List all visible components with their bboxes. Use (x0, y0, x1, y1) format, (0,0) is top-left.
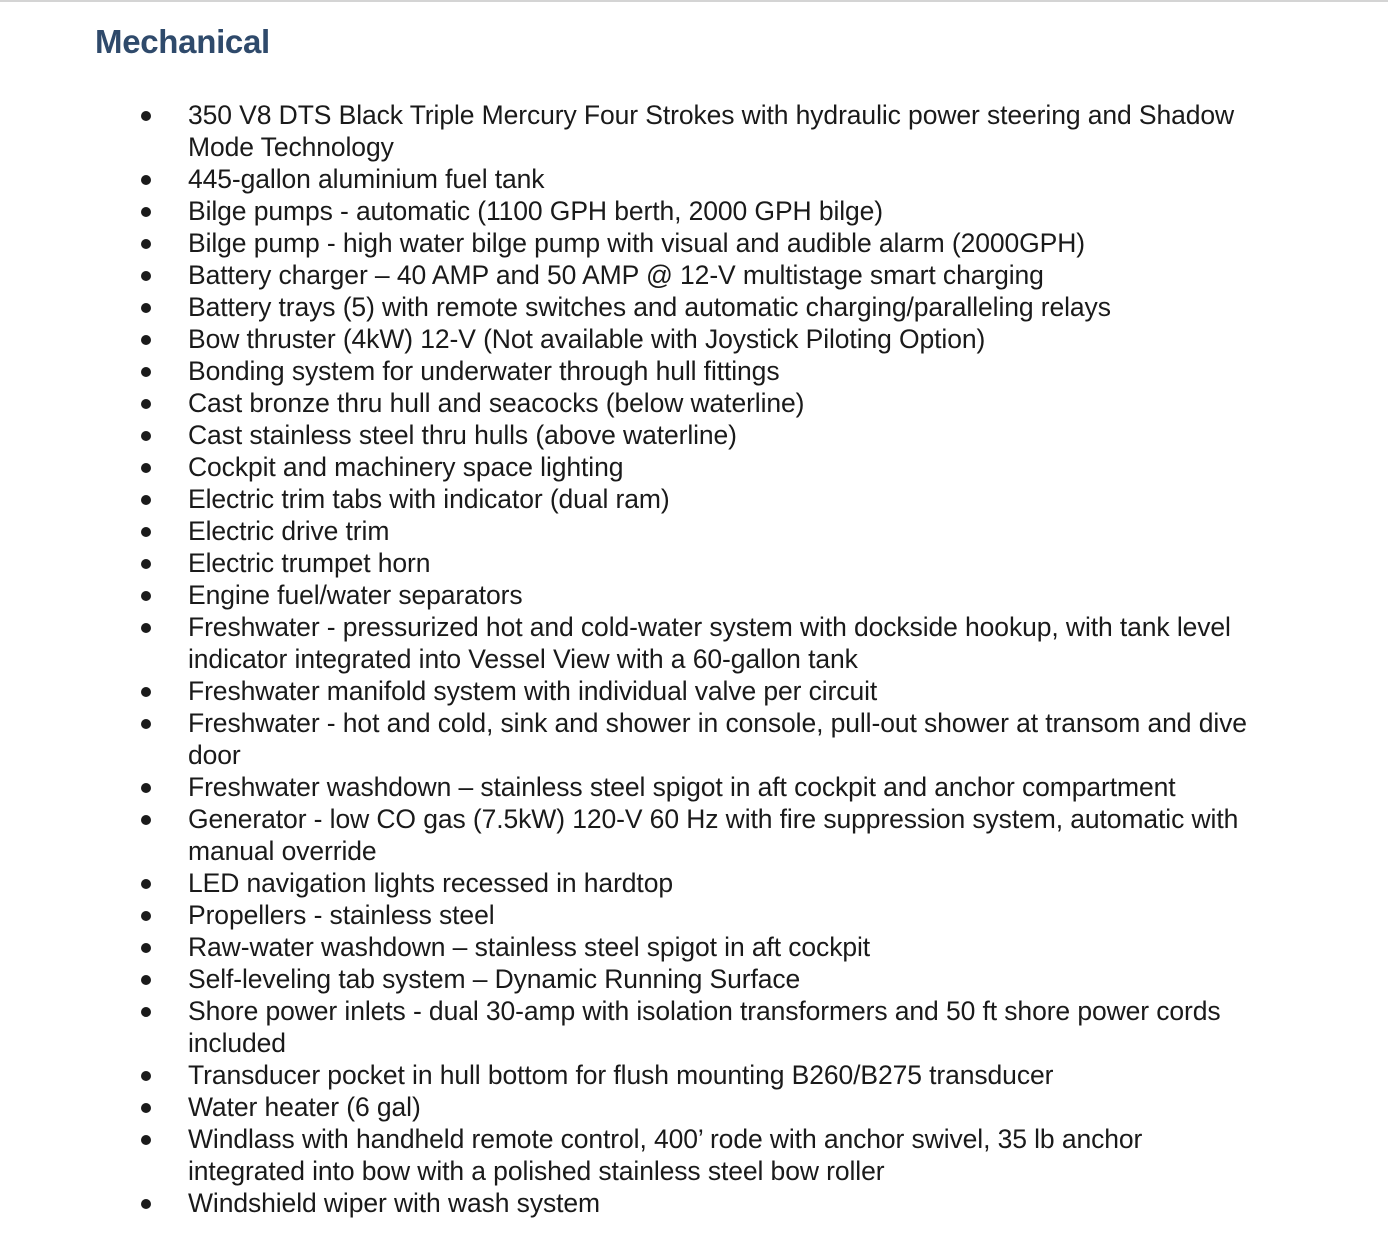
list-item-text: Cast bronze thru hull and seacocks (below waterline) (188, 388, 805, 418)
list-item-text: Cast stainless steel thru hulls (above waterline) (188, 420, 737, 450)
bullet-icon (141, 1135, 151, 1145)
list-item (0, 675, 1248, 707)
list-item-text: Water heater (6 gal) (188, 1092, 421, 1122)
bullet-icon (141, 527, 151, 537)
list-item (0, 355, 1248, 387)
list-item (0, 1123, 1248, 1187)
list-item-text: Bow thruster (4kW) 12-V (Not available with Joystick Piloting Option) (188, 324, 986, 354)
bullet-icon (141, 271, 151, 281)
list-item (0, 1059, 1248, 1091)
bullet-icon (141, 1199, 151, 1209)
list-item-text: Freshwater manifold system with individual valve per circuit (188, 676, 878, 706)
bullet-icon (141, 1103, 151, 1113)
mechanical-spec-list (0, 99, 1388, 1219)
bullet-icon (141, 1071, 151, 1081)
bullet-icon (141, 879, 151, 889)
list-item-text: 350 V8 DTS Black Triple Mercury Four Strokes with hydraulic power steering and Shadow Mode Technology (188, 100, 1235, 162)
list-item (0, 515, 1248, 547)
bullet-icon (141, 239, 151, 249)
list-item (0, 419, 1248, 451)
bullet-icon (141, 975, 151, 985)
bullet-icon (141, 111, 151, 121)
list-item (0, 579, 1248, 611)
list-item (0, 195, 1248, 227)
list-item-text: Electric drive trim (188, 516, 390, 546)
list-item (0, 611, 1248, 675)
list-item (0, 803, 1248, 867)
list-item-text: Electric trim tabs with indicator (dual ram) (188, 484, 670, 514)
bullet-icon (141, 431, 151, 441)
list-item-text: Propellers - stainless steel (188, 900, 495, 930)
list-item-text: Self-leveling tab system – Dynamic Running Surface (188, 964, 801, 994)
list-item-text: Windlass with handheld remote control, 400’ rode with anchor swivel, 35 lb anchor integrated into bow with a polished stainless steel bow roller (188, 1124, 1143, 1186)
list-item-text: Battery charger – 40 AMP and 50 AMP @ 12-V multistage smart charging (188, 260, 1044, 290)
list-item (0, 451, 1248, 483)
bullet-icon (141, 815, 151, 825)
bullet-icon (141, 367, 151, 377)
list-item (0, 707, 1248, 771)
list-item (0, 163, 1248, 195)
list-item (0, 99, 1248, 163)
bullet-icon (141, 1007, 151, 1017)
bullet-icon (141, 399, 151, 409)
list-item-text: Freshwater washdown – stainless steel spigot in aft cockpit and anchor compartment (188, 772, 1176, 802)
list-item-text: Windshield wiper with wash system (188, 1188, 601, 1218)
list-item (0, 387, 1248, 419)
list-item-text: Bilge pump - high water bilge pump with visual and audible alarm (2000GPH) (188, 228, 1086, 258)
list-item-text: Generator - low CO gas (7.5kW) 120-V 60 Hz with fire suppression system, automatic with manual override (188, 804, 1239, 866)
list-item-text: LED navigation lights recessed in hardtop (188, 868, 673, 898)
bullet-icon (141, 207, 151, 217)
bullet-icon (141, 559, 151, 569)
list-item-text: Freshwater - hot and cold, sink and shower in console, pull-out shower at transom and dive door (188, 708, 1247, 770)
bullet-icon (141, 495, 151, 505)
bullet-icon (141, 911, 151, 921)
list-item-text: Engine fuel/water separators (188, 580, 523, 610)
list-item (0, 931, 1248, 963)
list-item-text: Electric trumpet horn (188, 548, 431, 578)
bullet-icon (141, 175, 151, 185)
list-item-text: Cockpit and machinery space lighting (188, 452, 624, 482)
bullet-icon (141, 591, 151, 601)
list-item-text: 445-gallon aluminium fuel tank (188, 164, 545, 194)
list-item (0, 1187, 1248, 1219)
list-item-text: Shore power inlets - dual 30-amp with isolation transformers and 50 ft shore power cords included (188, 996, 1221, 1058)
list-item (0, 867, 1248, 899)
list-item-text: Transducer pocket in hull bottom for flush mounting B260/B275 transducer (188, 1060, 1054, 1090)
bullet-icon (141, 335, 151, 345)
list-item-text: Freshwater - pressurized hot and cold-water system with dockside hookup, with tank level indicator integrated into Vessel View with a 60-gallon tank (188, 612, 1231, 674)
list-item (0, 995, 1248, 1059)
bullet-icon (141, 623, 151, 633)
list-item-text: Bilge pumps - automatic (1100 GPH berth, 2000 GPH bilge) (188, 196, 884, 226)
section-title: Mechanical (95, 23, 270, 60)
list-item (0, 899, 1248, 931)
list-item (0, 227, 1248, 259)
list-item-text: Bonding system for underwater through hull fittings (188, 356, 780, 386)
bullet-icon (141, 943, 151, 953)
list-item (0, 771, 1248, 803)
list-item (0, 483, 1248, 515)
list-item (0, 259, 1248, 291)
top-divider (0, 0, 1388, 2)
bullet-icon (141, 719, 151, 729)
list-item-text: Raw-water washdown – stainless steel spigot in aft cockpit (188, 932, 871, 962)
list-item (0, 1091, 1248, 1123)
list-item (0, 547, 1248, 579)
bullet-icon (141, 687, 151, 697)
list-item-text: Battery trays (5) with remote switches and automatic charging/paralleling relays (188, 292, 1111, 322)
list-item (0, 323, 1248, 355)
list-item (0, 291, 1248, 323)
bullet-icon (141, 303, 151, 313)
bullet-icon (141, 783, 151, 793)
list-item (0, 963, 1248, 995)
bullet-icon (141, 463, 151, 473)
